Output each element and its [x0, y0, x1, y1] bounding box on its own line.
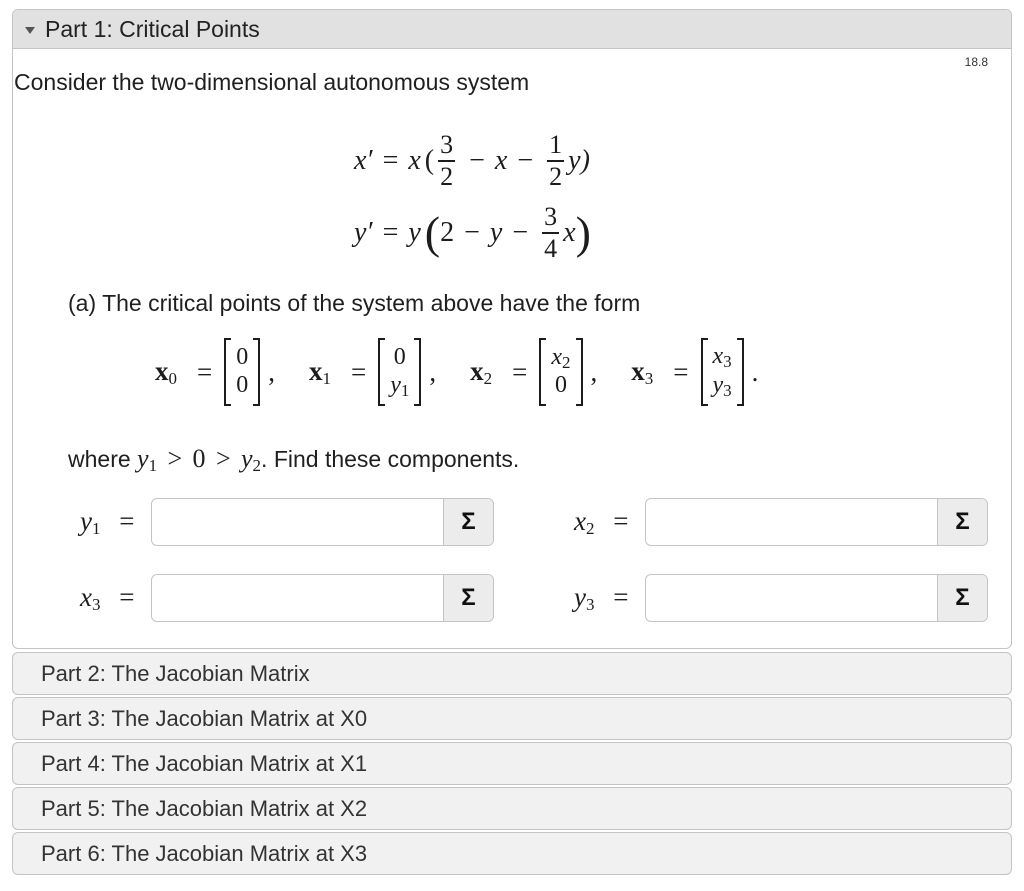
- equals-sign: =: [350, 356, 367, 387]
- y3-equals: =: [613, 582, 629, 612]
- x2-bottom: 0: [554, 372, 567, 399]
- equation-y: [354, 204, 591, 262]
- where-text: [68, 444, 519, 476]
- caret-down-icon: [25, 27, 35, 34]
- x3-field-sub: 3: [91, 595, 101, 614]
- where-y2: y: [241, 444, 253, 473]
- x3-var: x: [80, 582, 92, 612]
- part6-title: Part 6: The Jacobian Matrix at X3: [41, 840, 368, 866]
- eq2-f-den: 4: [544, 233, 558, 263]
- x0-bottom: 0: [236, 372, 249, 398]
- y3-field-sub: 3: [585, 595, 595, 614]
- eq1-f2-den: 2: [549, 161, 563, 191]
- equals-sign: =: [512, 356, 528, 387]
- x2-field-label: [574, 506, 628, 539]
- eq1-minus-1: −: [469, 144, 485, 176]
- y3-field: [645, 574, 988, 622]
- eq2-var: y: [489, 216, 503, 248]
- x3-field-label: [80, 582, 134, 615]
- part5-title: Part 5: The Jacobian Matrix at X2: [41, 795, 368, 821]
- y1-equals: =: [119, 506, 135, 536]
- x3-sigma-button[interactable]: Σ: [443, 575, 493, 621]
- x3-sep: .: [751, 356, 759, 387]
- y1-label: [80, 506, 134, 539]
- question-text: (a) The critical points of the system above have the form: [68, 290, 641, 316]
- part5-panel[interactable]: [12, 787, 1012, 830]
- x1-sep: ,: [429, 356, 437, 387]
- eq2-fraction: [542, 204, 559, 262]
- part4-panel[interactable]: [12, 742, 1012, 785]
- x2-top: x: [551, 343, 563, 370]
- x2-input[interactable]: [646, 499, 952, 545]
- part2-panel[interactable]: [12, 652, 1012, 695]
- x2-field-sub: 2: [585, 519, 595, 538]
- eq1-f2-num: 1: [549, 130, 563, 159]
- x3-top-sub: 3: [723, 352, 732, 372]
- critical-points-row: [155, 336, 758, 408]
- part3-title: Part 3: The Jacobian Matrix at X0: [41, 705, 368, 731]
- eq2-lparen: (: [424, 206, 441, 258]
- x2-label: x: [470, 355, 484, 386]
- where-suffix: . Find these components.: [261, 446, 520, 472]
- x3-top: x: [712, 343, 724, 370]
- x3-equals: =: [119, 582, 135, 612]
- eq2-lhs: y′: [354, 216, 373, 248]
- x0-sep: ,: [268, 356, 275, 387]
- x3-input[interactable]: [152, 575, 458, 621]
- y1-input[interactable]: [152, 499, 458, 545]
- x1-bottom: y: [390, 371, 401, 398]
- y3-input[interactable]: [646, 575, 952, 621]
- version-badge: 18.8: [964, 55, 988, 69]
- x1-bottom-sub: 1: [400, 380, 410, 400]
- x2-field: [645, 498, 988, 546]
- equals-sign: =: [673, 356, 689, 387]
- equation-x: [354, 132, 590, 190]
- y3-sigma-button[interactable]: Σ: [937, 575, 987, 621]
- eq2-f-num: 3: [544, 202, 558, 231]
- eq1-fraction-1: [438, 132, 455, 190]
- where-gt2: >: [215, 444, 231, 473]
- x2-sep: ,: [590, 356, 598, 387]
- x0-label: x: [155, 355, 169, 386]
- eq1-var: x: [494, 144, 508, 176]
- vector-x3: [701, 339, 744, 405]
- where-y1-sub: 1: [148, 456, 158, 475]
- y1-sigma-button[interactable]: Σ: [443, 499, 493, 545]
- where-zero: 0: [192, 444, 206, 473]
- eq1-fraction-2: [547, 132, 564, 190]
- eq1-tail: y): [568, 144, 590, 176]
- part3-panel[interactable]: [12, 697, 1012, 740]
- eq1-open: (: [424, 144, 435, 176]
- eq2-const: 2: [440, 216, 455, 248]
- eq1-minus-2: −: [517, 144, 534, 176]
- intro-text: Consider the two-dimensional autonomous system: [14, 69, 530, 95]
- y1-var: y: [80, 506, 92, 536]
- where-y2-sub: 2: [252, 456, 262, 475]
- eq2-rparen: ): [575, 206, 591, 258]
- x2-top-sub: 2: [562, 352, 571, 372]
- vector-x0: [224, 339, 260, 405]
- eq2-tail: x: [563, 216, 576, 248]
- where-prefix: where: [68, 446, 131, 472]
- y1-field: [151, 498, 494, 546]
- eq1-f1-num: 3: [440, 130, 454, 159]
- x3-bottom-sub: 3: [723, 381, 732, 400]
- eq1-f1-den: 2: [440, 161, 454, 191]
- eq2-minus-1: −: [464, 216, 480, 248]
- part1-header[interactable]: [13, 10, 1011, 49]
- eq1-term: x: [408, 144, 421, 176]
- x0-top: 0: [236, 344, 249, 371]
- eq2-term: y: [408, 216, 421, 248]
- x3-field: [151, 574, 494, 622]
- vector-x2: [539, 339, 582, 405]
- x2-sub: 2: [483, 368, 493, 388]
- x3-bottom: y: [712, 372, 724, 398]
- part1-title: Part 1: Critical Points: [45, 15, 260, 42]
- vector-x1: [378, 339, 421, 405]
- equals-sign: =: [197, 356, 213, 387]
- eq2-equals: =: [382, 216, 399, 248]
- x3-sub: 3: [644, 368, 654, 388]
- part6-panel[interactable]: [12, 832, 1012, 875]
- x2-equals: =: [613, 506, 629, 536]
- where-y1: y: [137, 444, 149, 473]
- eq1-lhs: x′: [354, 144, 373, 176]
- y1-sub: 1: [91, 519, 101, 538]
- y3-var: y: [574, 582, 586, 612]
- part1-panel: [12, 9, 1012, 649]
- where-gt1: >: [167, 444, 183, 473]
- part2-title: Part 2: The Jacobian Matrix: [41, 660, 310, 686]
- x0-sub: 0: [168, 368, 177, 388]
- y3-field-label: [574, 582, 628, 615]
- eq2-minus-2: −: [512, 216, 529, 248]
- eq1-equals: =: [382, 144, 399, 176]
- x2-sigma-button[interactable]: Σ: [937, 499, 987, 545]
- part4-title: Part 4: The Jacobian Matrix at X1: [41, 750, 368, 776]
- x1-sub: 1: [322, 368, 331, 388]
- x2-var: x: [574, 506, 586, 536]
- x1-label: x: [308, 355, 323, 386]
- x3-label: x: [631, 355, 645, 386]
- x1-top: 0: [393, 343, 406, 370]
